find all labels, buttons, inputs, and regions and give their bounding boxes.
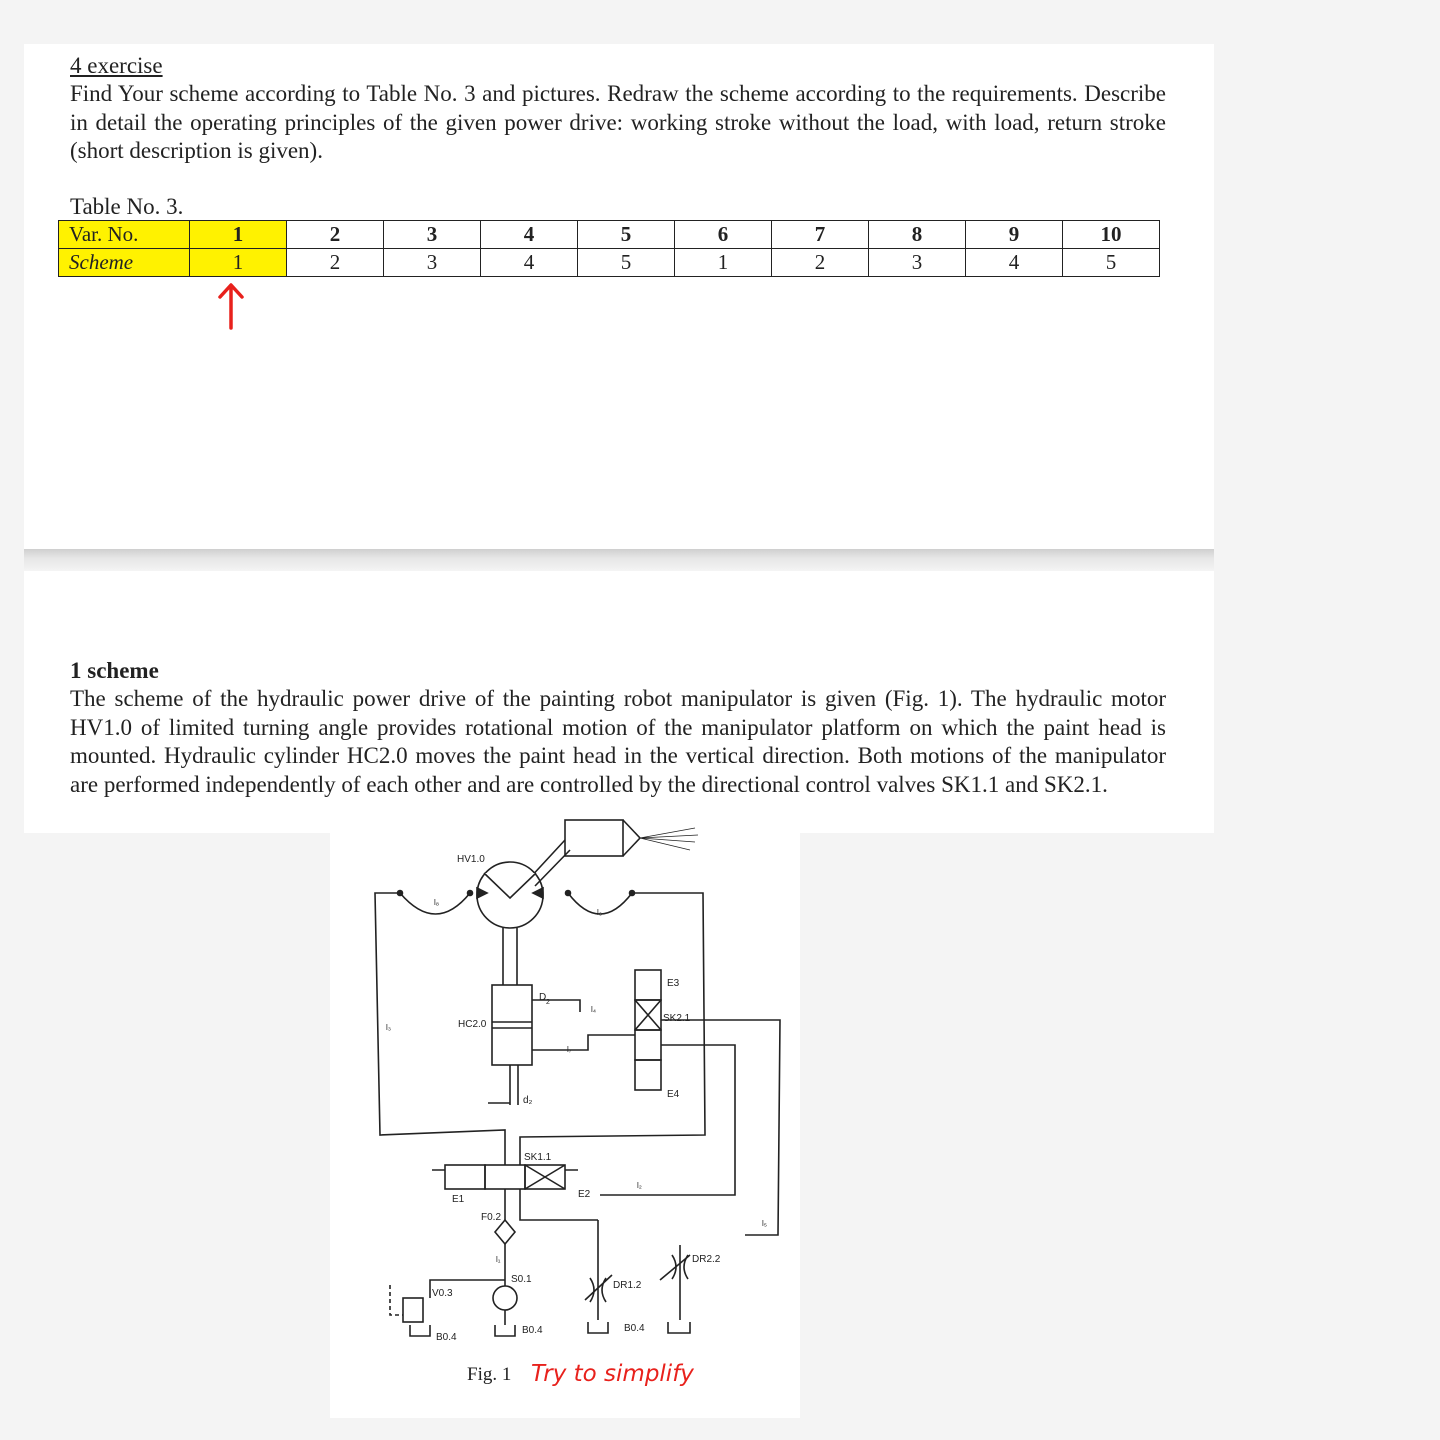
valve-sk21-block bbox=[635, 970, 661, 1000]
label-sk11: SK1.1 bbox=[524, 1152, 552, 1163]
scheme-title: 1 scheme bbox=[70, 658, 159, 683]
table-cell: 8 bbox=[869, 221, 966, 249]
table-cell: 2 bbox=[287, 221, 384, 249]
table-cell: 5 bbox=[1063, 249, 1160, 277]
label-sk21: SK2.1 bbox=[663, 1013, 691, 1024]
table-cell: 7 bbox=[772, 221, 869, 249]
motor-port-arrow bbox=[533, 888, 543, 898]
label-dr12: DR1.2 bbox=[613, 1280, 642, 1291]
label-v03: V0.3 bbox=[432, 1288, 453, 1299]
scheme-text: The scheme of the hydraulic power drive of the painting robot manipulator is given (Fig. 1). The hydraulic motor HV1.0 of limited turning angle provides rotational motion of the manipulator platform on which the paint head is mounted. Hydraulic cylinder HC2.0 moves the paint head in the vertical direction. Both motions of the manipulator are performed independently of each other and are controlled by the directional control valves SK1.1 and SK2.1. bbox=[70, 686, 1166, 797]
table-cell: 1 bbox=[675, 249, 772, 277]
tank-symbol bbox=[410, 1325, 430, 1336]
label-d2-small: d₂ bbox=[523, 1095, 533, 1106]
filter bbox=[495, 1220, 515, 1244]
label-l2: l₂ bbox=[637, 1181, 642, 1190]
table-caption: Table No. 3. bbox=[70, 194, 184, 219]
label-hc20: HC2.0 bbox=[458, 1019, 487, 1030]
table-cell: 5 bbox=[578, 221, 675, 249]
table-cell: 1 bbox=[190, 249, 287, 277]
table-cell: 5 bbox=[578, 249, 675, 277]
label-e4: E4 bbox=[667, 1089, 680, 1100]
paint-head bbox=[565, 820, 623, 856]
table-cell: 6 bbox=[675, 221, 772, 249]
spray-nozzle bbox=[623, 820, 640, 856]
table-cell: 3 bbox=[384, 221, 481, 249]
label-l6: l₆ bbox=[597, 908, 603, 917]
relief-valve bbox=[403, 1298, 423, 1322]
table-cell: 9 bbox=[966, 221, 1063, 249]
label-l5: l₅ bbox=[762, 1219, 767, 1228]
table-cell: 3 bbox=[384, 249, 481, 277]
exercise-title: 4 exercise bbox=[70, 53, 163, 78]
label-l1: l₁ bbox=[496, 1255, 501, 1264]
tank-symbol bbox=[495, 1325, 515, 1336]
label-e1: E1 bbox=[452, 1194, 465, 1205]
exercise-text: Find Your scheme according to Table No. 3 and pictures. Redraw the scheme according to the requirements. Describe in detail the operating principles of the given power drive: working stroke without the load, with load, return stroke (short description is given). bbox=[70, 81, 1166, 163]
row-label-var: Var. No. bbox=[59, 221, 190, 249]
label-f02: F0.2 bbox=[481, 1212, 502, 1223]
table-cell: 4 bbox=[481, 249, 578, 277]
figure-caption: Fig. 1 bbox=[467, 1364, 512, 1385]
table-cell: 3 bbox=[869, 249, 966, 277]
label-b04: B0.4 bbox=[436, 1332, 457, 1343]
row-label-scheme: Scheme bbox=[59, 249, 190, 277]
label-s01: S0.1 bbox=[511, 1274, 532, 1285]
table-cell: 4 bbox=[481, 221, 578, 249]
table-cell: 4 bbox=[966, 249, 1063, 277]
motor-port-arrow bbox=[477, 888, 487, 898]
label-b04: B0.4 bbox=[624, 1323, 645, 1334]
label-l8: l₈ bbox=[434, 898, 440, 907]
pump bbox=[493, 1286, 517, 1310]
label-hv10: HV1.0 bbox=[457, 854, 485, 865]
tank-symbol bbox=[668, 1322, 690, 1333]
tank-symbol bbox=[588, 1322, 608, 1333]
table-cell: 2 bbox=[772, 249, 869, 277]
table-cell: 1 bbox=[190, 221, 287, 249]
label-e2: E2 bbox=[578, 1189, 591, 1200]
label-l4: l₄ bbox=[591, 1005, 597, 1014]
table-cell: 10 bbox=[1063, 221, 1160, 249]
label-d2-big: D bbox=[539, 992, 547, 1003]
valve-sk11-block bbox=[485, 1165, 525, 1189]
label-b04: B0.4 bbox=[522, 1325, 543, 1336]
handwritten-note: Try to simplify bbox=[531, 1361, 694, 1387]
label-dr22: DR2.2 bbox=[692, 1254, 721, 1265]
label-d2-big-sub: 2 bbox=[546, 999, 550, 1006]
label-l3: l₃ bbox=[386, 1023, 392, 1032]
table-cell: 2 bbox=[287, 249, 384, 277]
label-l7: l₇ bbox=[567, 1045, 572, 1054]
label-e3: E3 bbox=[667, 978, 680, 989]
hydraulic-cylinder bbox=[492, 985, 532, 1065]
